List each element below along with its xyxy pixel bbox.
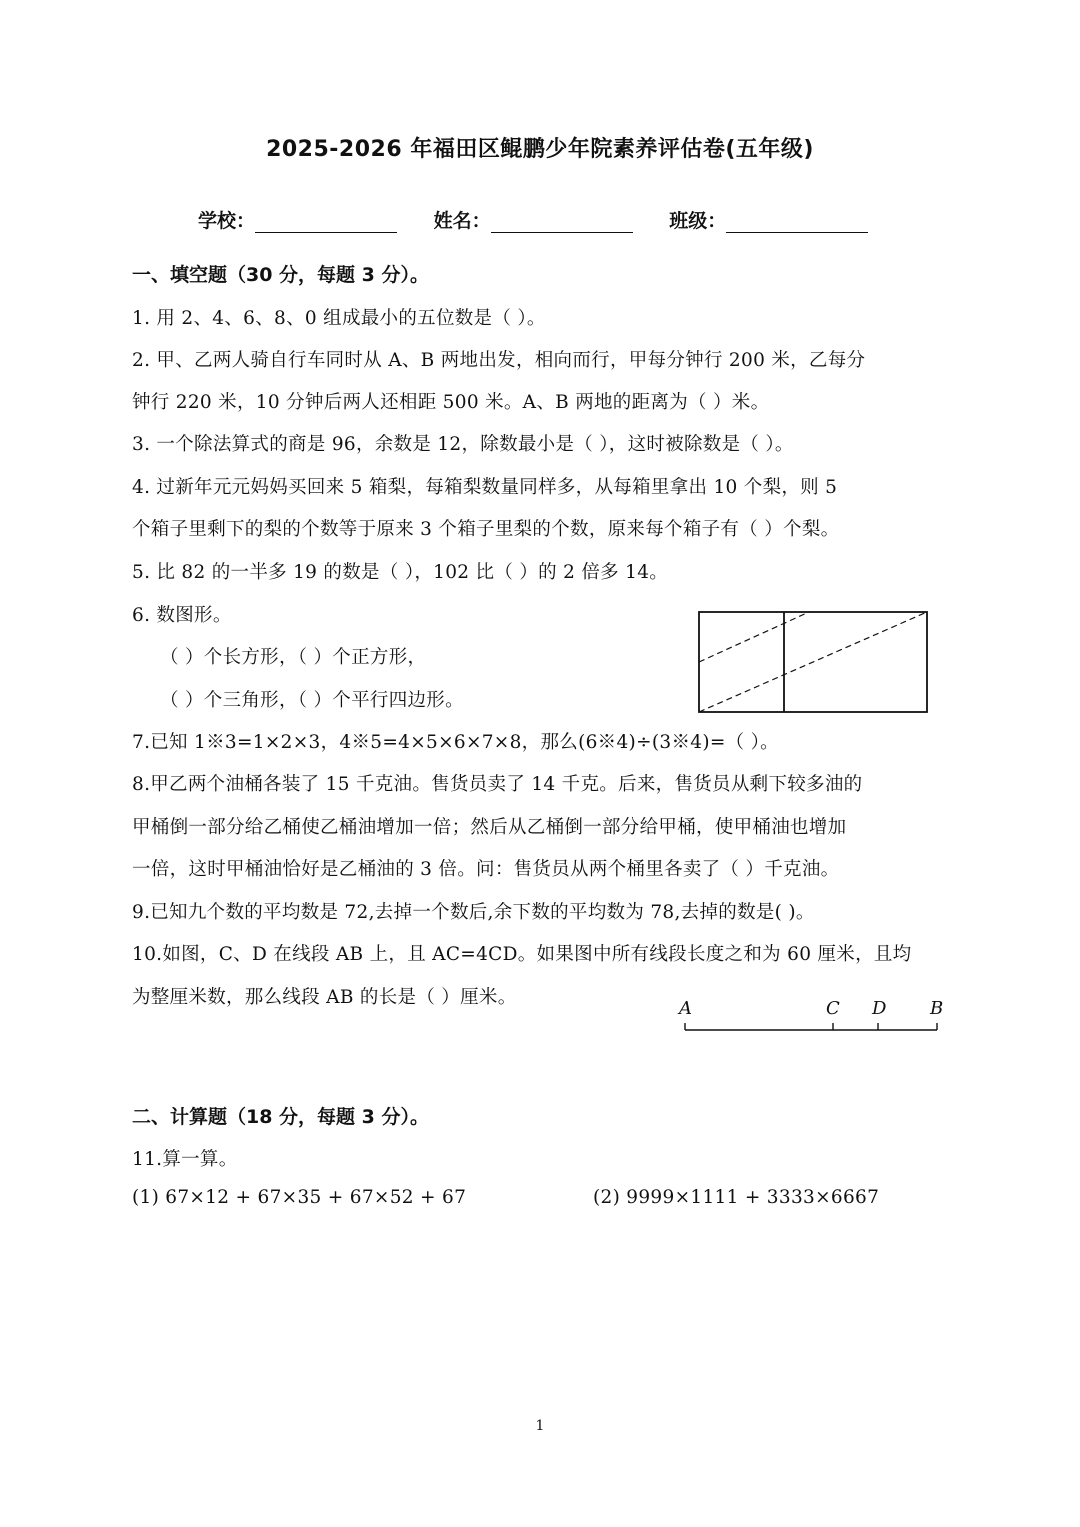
question-line: 6. 数图形。 — [132, 605, 232, 626]
question-line: 8.甲乙两个油桶各装了 15 千克油。售货员卖了 14 千克。后来，售货员从剩下较多油的 — [132, 774, 863, 795]
page-title: 2025-2026 年福田区鲲鹏少年院素养评估卷(五年级) — [266, 137, 814, 162]
segment-label-a: A — [679, 998, 692, 1019]
question-line: 一倍，这时甲桶油恰好是乙桶油的 3 倍。问：售货员从两个桶里各卖了（ ）千克油。 — [132, 859, 840, 880]
section-2-heading: 二、计算题（18 分，每题 3 分）。 — [132, 1106, 430, 1128]
question-line: 个箱子里剩下的梨的个数等于原来 3 个箱子里梨的个数，原来每个箱子有（ ）个梨。 — [132, 519, 840, 540]
question-line: 7.已知 1※3=1×2×3，4※5=4×5×6×7×8，那么(6※4)÷(3※4)=（ ）。 — [132, 732, 779, 753]
name-label: 姓名： — [433, 210, 491, 232]
school-label: 学校： — [198, 210, 256, 232]
segment-label-c: C — [826, 998, 840, 1019]
question-line: 甲桶倒一部分给乙桶使乙桶油增加一倍；然后从乙桶倒一部分给甲桶，使甲桶油也增加 — [132, 817, 847, 838]
question-line: 1. 用 2、4、6、8、0 组成最小的五位数是（ ）。 — [132, 308, 546, 329]
figure-dashed-line — [699, 612, 809, 662]
school-blank[interactable] — [255, 214, 397, 233]
section-1-heading: 一、填空题（30 分，每题 3 分）。 — [132, 264, 430, 286]
segment-label-d: D — [872, 998, 887, 1019]
question-line: 2. 甲、乙两人骑自行车同时从 A、B 两地出发，相向而行，甲每分钟行 200 米，乙每分 — [132, 350, 866, 371]
calc-problem-1: (1) 67×12 + 67×35 + 67×52 + 67 — [132, 1187, 467, 1208]
question-line: 4. 过新年元元妈妈买回来 5 箱梨，每箱梨数量同样多，从每箱里拿出 10 个梨，则 5 — [132, 477, 838, 498]
question-line: 9.已知九个数的平均数是 72,去掉一个数后,余下数的平均数为 78,去掉的数是( )。 — [132, 902, 815, 923]
counting-figure — [696, 608, 930, 714]
student-info-row — [198, 206, 898, 233]
class-label: 班级： — [669, 210, 727, 232]
question-line: 钟行 220 米，10 分钟后两人还相距 500 米。A、B 两地的距离为（ ）米。 — [132, 392, 770, 413]
page-number: 1 — [535, 1418, 545, 1434]
question-line: 为整厘米数，那么线段 AB 的长是（ ）厘米。 — [132, 987, 517, 1008]
question-line: （ ）个长方形，（ ）个正方形， — [160, 647, 427, 668]
calc-problem-2: (2) 9999×1111 + 3333×6667 — [593, 1187, 880, 1208]
question-line: 10.如图，C、D 在线段 AB 上，且 AC=4CD。如果图中所有线段长度之和为 60 厘米，且均 — [132, 944, 912, 965]
question-line: 11.算一算。 — [132, 1149, 238, 1170]
question-line: 5. 比 82 的一半多 19 的数是（ ），102 比（ ）的 2 倍多 14。 — [132, 562, 669, 583]
class-blank[interactable] — [726, 214, 868, 233]
figure-dashed-line — [699, 612, 927, 712]
name-blank[interactable] — [491, 214, 633, 233]
question-line: （ ）个三角形，（ ）个平行四边形。 — [160, 690, 464, 711]
segment-label-b: B — [930, 998, 944, 1019]
question-line: 3. 一个除法算式的商是 96，余数是 12，除数最小是（ ），这时被除数是（ ）。 — [132, 434, 794, 455]
line-segment-figure — [680, 1020, 942, 1034]
